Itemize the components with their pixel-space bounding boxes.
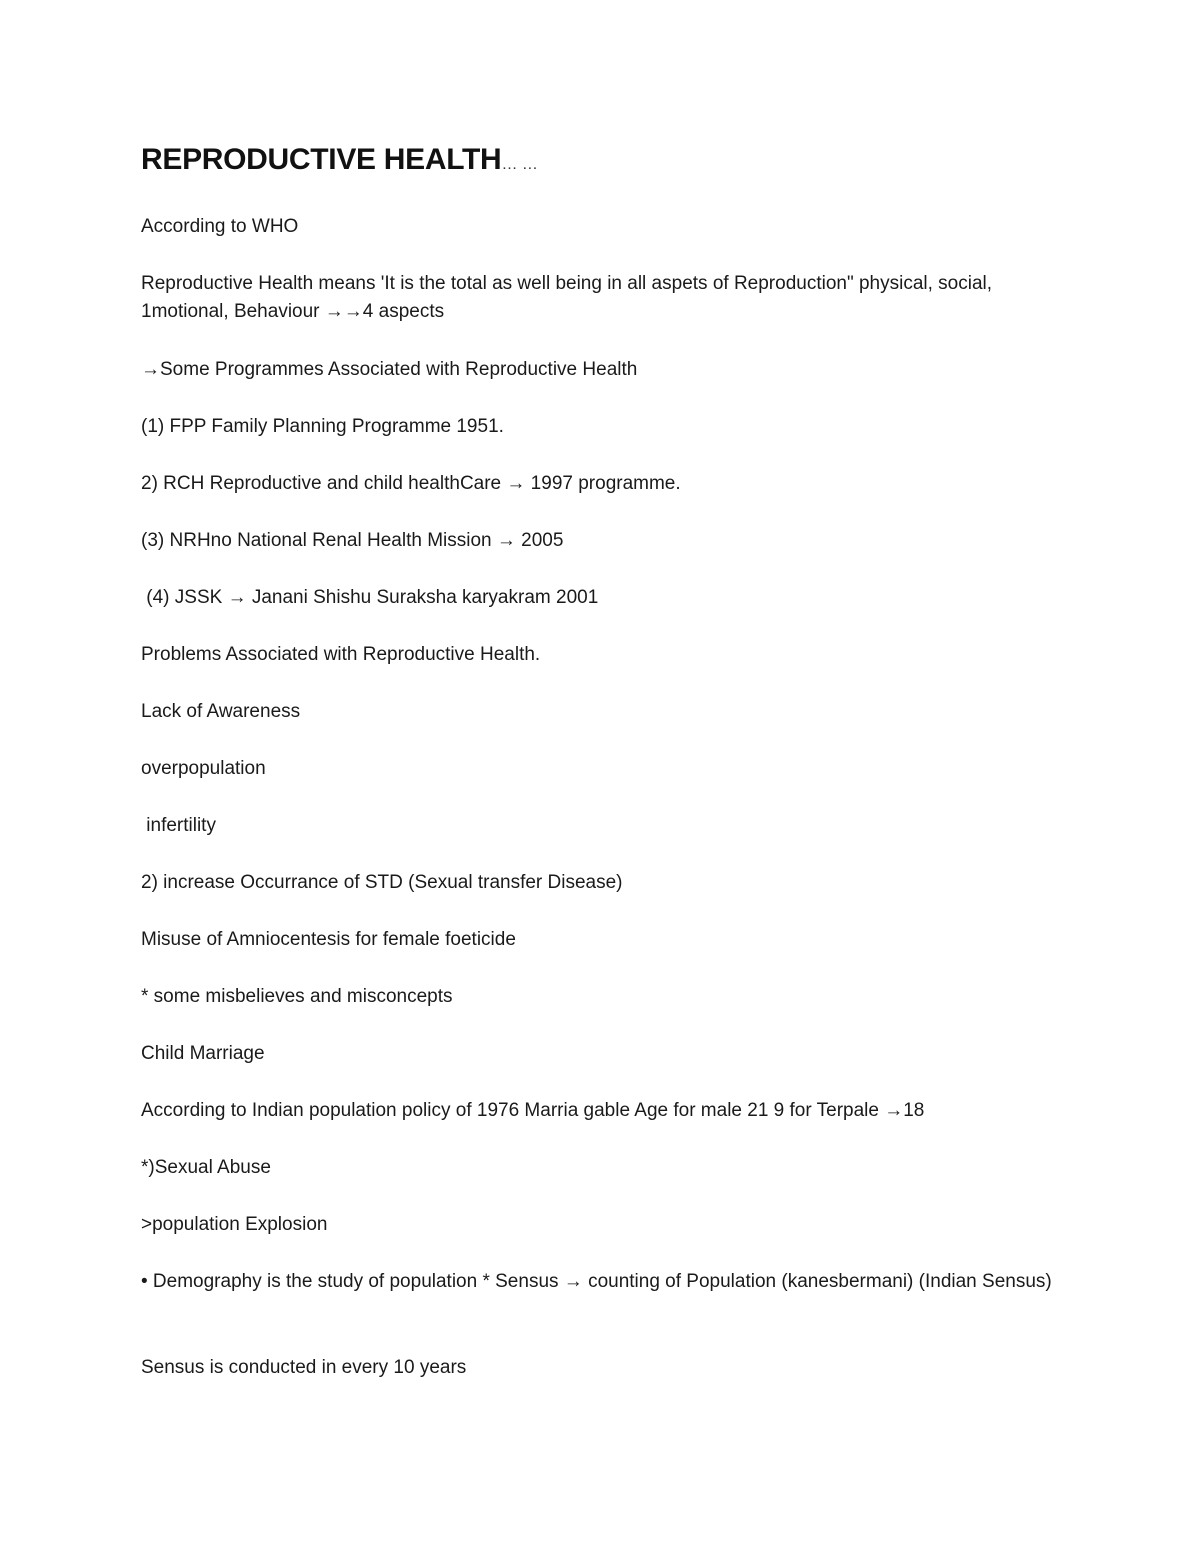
paragraph-infertility: infertility	[141, 815, 216, 836]
paragraph-problems-heading: Problems Associated with Reproductive Health.	[141, 644, 541, 665]
paragraph-programme-jssk: (4) JSSK → Janani Shishu Suraksha karyakram 2001	[141, 587, 599, 608]
title-ellipsis: … …	[501, 156, 538, 173]
paragraph-population-explosion: >population Explosion	[141, 1214, 328, 1235]
paragraph-child-marriage: Child Marriage	[141, 1043, 265, 1064]
paragraph-amniocentesis: Misuse of Amniocentesis for female foeticide	[141, 929, 516, 950]
paragraph-programme-nrhm: (3) NRHno National Renal Health Mission → 2005	[141, 530, 564, 551]
paragraph-overpopulation: overpopulation	[141, 758, 266, 779]
paragraph-population-policy: According to Indian population policy of 1976 Marria gable Age for male 21 9 for Terpale →18	[141, 1100, 925, 1121]
paragraph-programme-fpp: (1) FPP Family Planning Programme 1951.	[141, 416, 504, 437]
paragraph-std: 2) increase Occurrance of STD (Sexual transfer Disease)	[141, 872, 623, 893]
paragraph-according-to-who: According to WHO	[141, 216, 299, 237]
paragraph-misbelieves: * some misbelieves and misconcepts	[141, 986, 453, 1007]
paragraph-definition: Reproductive Health means 'It is the total as well being in all aspets of Reproduction" physical, social, 1motional, Behaviour →→4 aspects	[141, 273, 993, 322]
paragraph-demography: • Demography is the study of population * Sensus → counting of Population (kanesbermani) (Indian Sensus)	[141, 1271, 1052, 1292]
paragraph-sexual-abuse: *)Sexual Abuse	[141, 1157, 271, 1178]
paragraph-programme-rch: 2) RCH Reproductive and child healthCare → 1997 programme.	[141, 473, 681, 494]
paragraph-sensus-frequency: Sensus is conducted in every 10 years	[141, 1357, 467, 1378]
paragraph-programmes-heading: →Some Programmes Associated with Reproductive Health	[141, 359, 638, 380]
paragraph-lack-of-awareness: Lack of Awareness	[141, 701, 301, 722]
title-text: REPRODUCTIVE HEALTH	[141, 143, 502, 176]
document-title	[141, 140, 538, 185]
